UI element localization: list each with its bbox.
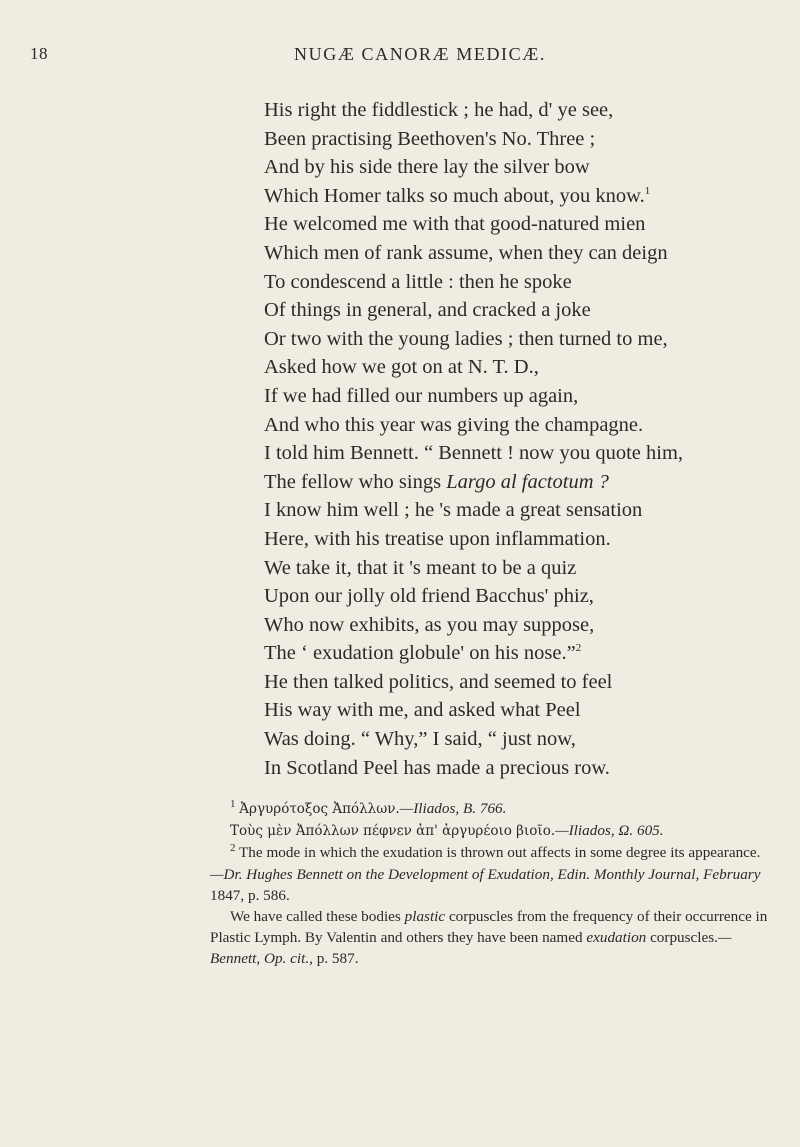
running-head: NUGÆ CANORÆ MEDICÆ. [294, 44, 546, 64]
footnote-1 [210, 798, 770, 820]
poem-line: And by his side there lay the silver bow [264, 156, 590, 179]
poem [264, 96, 683, 782]
poem-line: Was doing. “ Why,” I said, “ just now, [264, 728, 576, 751]
poem-line: Who now exhibits, as you may suppose, [264, 613, 595, 636]
poem-line: Upon our jolly old friend Bacchus' phiz, [264, 585, 594, 608]
footnotes [210, 798, 770, 970]
poem-line: To condescend a little : then he spoke [264, 270, 572, 293]
poem-line: Of things in general, and cracked a joke [264, 299, 591, 322]
footnote-3: We have called these bodies plastic corpuscles from the frequency of their occurrence in Plastic Lymph. By Valentin and others they have been named exudation corpuscles.—Bennett, Op. cit., p. 587. [210, 908, 768, 968]
poem-line: He then talked politics, and seemed to feel [264, 670, 613, 693]
citation: —Iliados, Ω. 605. [555, 822, 664, 840]
footnote-marker: 2 [230, 842, 236, 855]
poem-line: I told him Bennett. “ Bennett ! now you quote him, [264, 442, 684, 465]
poem-line: And who this year was giving the champagne. [264, 413, 644, 436]
poem-line: Been practising Beethoven's No. Three ; [264, 127, 596, 150]
footnote-marker: 1 [230, 797, 236, 810]
footnote-2: $^2$ The mode in which the exudation is thrown out affects in some degree its appearance.—Dr. Hughes Bennett on the Development of Exudation, Edin. Monthly Journal, February 1847, p. 586. [210, 842, 761, 904]
poem-line: I know him well ; he 's made a great sensation [264, 499, 643, 522]
footnote-ref: 2 [575, 642, 582, 655]
greek-quote: Ἀργυρότοξος Ἀπόλλων. [239, 801, 400, 817]
poem-line: He welcomed me with that good-natured mien [264, 213, 646, 236]
poem-line: In Scotland Peel has made a precious row. [264, 756, 610, 779]
citation: —Dr. Hughes Bennett on the Development of Exudation, Edin. Monthly Journal, February [210, 865, 761, 883]
poem-line: His way with me, and asked what Peel [264, 699, 581, 722]
page-number: 18 [30, 44, 48, 63]
footnote-ref: 1 [644, 184, 651, 197]
poem-line: Asked how we got on at N. T. D., [264, 356, 539, 379]
poem-line: Here, with his treatise upon inflammation. [264, 527, 611, 550]
poem-line: Which Homer talks so much about, you know.$^1$ [264, 184, 651, 207]
poem-line: Or two with the young ladies ; then turned to me, [264, 327, 668, 350]
poem-line: If we had filled our numbers up again, [264, 384, 579, 407]
poem-line: The ‘ exudation globule' on his nose.”$^2$ [264, 642, 582, 665]
italic-phrase: Largo al factotum ? [446, 470, 609, 493]
poem-line: His right the fiddlestick ; he had, d' ye see, [264, 99, 614, 121]
citation: —Iliados, B. 766. [399, 800, 507, 817]
poem-line: The fellow who sings Largo al factotum ? [264, 470, 609, 493]
footnote-1-cont [210, 820, 770, 842]
poem-line: Which men of rank assume, when they can deign [264, 241, 668, 264]
poem-line: We take it, that it 's meant to be a quiz [264, 556, 577, 579]
greek-quote: Τοὺς μὲν Ἀπόλλων πέφνεν ἀπ' ἀργυρέοιο βιοῖο. [230, 823, 556, 840]
citation: —Bennett, Op. cit., [210, 929, 732, 968]
